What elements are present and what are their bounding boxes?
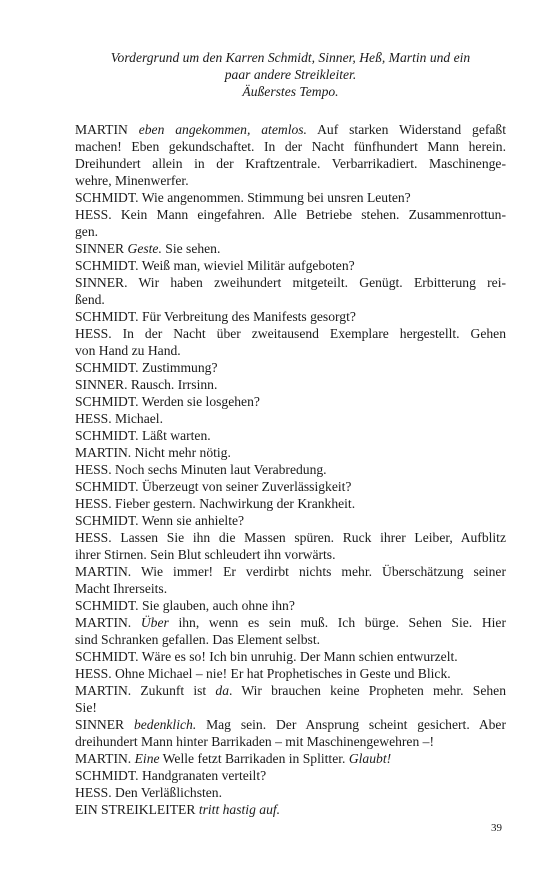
text-line [75,648,506,665]
speech-text: HESS. Lassen Sie ihn die Massen spüren. Ruck ihrer Leiber, Aufblitz [75,530,506,545]
text-line [75,478,506,495]
speech-paragraph [75,563,506,597]
speech-text: MARTIN. Nicht mehr nötig. [75,445,231,460]
speech-text: SCHMIDT. Überzeugt von seiner Zuverlässigkeit? [75,479,352,494]
text-line [75,665,506,682]
text-line [75,274,506,291]
stage-direction [75,49,506,100]
speech-text: SCHMIDT. Sie glauben, auch ohne ihn? [75,598,295,613]
speech-paragraph [75,257,506,274]
speech-text: HESS. Michael. [75,411,163,426]
speech-paragraph [75,121,506,189]
text-line [75,308,506,325]
speech-text: MARTIN. [75,615,141,630]
speech-text: SCHMIDT. Zustimmung? [75,360,218,375]
stage-direction-line: paar andere Streikleiter. [224,67,357,82]
stage-note: Glaubt! [348,751,392,766]
text-line [75,597,506,614]
page-body [75,49,506,818]
stage-note: tritt hastig auf. [198,802,281,817]
speech-paragraph [75,461,506,478]
speech-paragraph [75,767,506,784]
speech-text: Sie sehen. [161,241,221,256]
speech-paragraph [75,410,506,427]
stage-note: da [215,683,229,698]
speech-text: gen. [75,224,99,239]
speech-paragraph [75,376,506,393]
speech-paragraph [75,444,506,461]
text-line [75,716,506,733]
speech-text: dreihundert Mann hinter Barrikaden – mit Maschinengewehren –! [75,734,434,749]
text-line [75,495,506,512]
speech-paragraph [75,206,506,240]
text-line [75,257,506,274]
stage-note: eben angekommen, atemlos. [138,122,307,137]
text-line [75,784,506,801]
text-line [75,461,506,478]
page-number: 39 [491,822,502,834]
text-line [75,325,506,342]
speech-text: SINNER [75,717,134,732]
speech-text: MARTIN. Zukunft ist [75,683,216,698]
speech-paragraph [75,325,506,359]
speech-text: HESS. In der Nacht über zweitausend Exemplare hergestellt. Gehen [75,326,506,341]
stage-note: Eine [134,751,160,766]
text-line [75,427,506,444]
text-line [75,512,506,529]
text-line [75,767,506,784]
speech-text: SINNER [75,241,128,256]
text-line [75,138,506,155]
speech-text: sind Schranken gefallen. Das Element selbst. [75,632,320,647]
text-line [75,121,506,138]
speech-paragraph [75,682,506,716]
speech-text: Dreihundert allein in der Kraftzentrale. Verbarrikadiert. Maschinenge- [75,156,506,171]
text-line [75,444,506,461]
text-line [75,631,506,648]
speech-paragraph [75,784,506,801]
text-line [75,376,506,393]
speech-text: Welle fetzt Barrikaden in Splitter. [159,751,349,766]
speech-text: SINNER. Rausch. Irrsinn. [75,377,218,392]
speech-text: MARTIN [75,122,139,137]
speech-text: Sie! [75,700,97,715]
speech-text: wehre, Minenwerfer. [75,173,189,188]
text-line [75,189,506,206]
stage-direction-line: Äußerstes Tempo. [242,84,339,99]
dialogue-text [75,121,506,818]
speech-paragraph [75,750,506,767]
speech-text: HESS. Fieber gestern. Nachwirkung der Krankheit. [75,496,356,511]
speech-text: ßend. [75,292,105,307]
speech-paragraph [75,359,506,376]
text-line [75,563,506,580]
speech-paragraph [75,597,506,614]
text-line [75,172,506,189]
speech-paragraph [75,240,506,257]
text-line [75,223,506,240]
text-line [75,801,506,818]
speech-text: SCHMIDT. Werden sie losgehen? [75,394,260,409]
speech-paragraph [75,801,506,818]
text-line [75,699,506,716]
speech-paragraph [75,478,506,495]
speech-text: HESS. Noch sechs Minuten laut Verabredung. [75,462,327,477]
speech-paragraph [75,614,506,648]
text-line [75,240,506,257]
speech-text: Macht Ihrerseits. [75,581,168,596]
speech-paragraph [75,495,506,512]
text-line [75,206,506,223]
speech-text: EIN STREIKLEITER [75,802,199,817]
speech-paragraph [75,512,506,529]
text-line [75,359,506,376]
stage-note: bedenklich. [133,717,197,732]
speech-text: MARTIN. Wie immer! Er verdirbt nichts mehr. Überschätzung seiner [75,564,506,579]
speech-text: SCHMIDT. Wenn sie anhielte? [75,513,245,528]
text-line [75,342,506,359]
text-line [75,155,506,172]
text-line [75,291,506,308]
stage-direction-line: Vordergrund um den Karren Schmidt, Sinner, Heß, Martin und ein [110,50,471,65]
text-line [75,529,506,546]
speech-text: SCHMIDT. Wäre es so! Ich bin unruhig. Der Mann schien entwurzelt. [75,649,458,664]
speech-paragraph [75,427,506,444]
speech-text: SCHMIDT. Für Verbreitung des Manifests gesorgt? [75,309,356,324]
text-line [75,750,506,767]
speech-text: SCHMIDT. Handgranaten verteilt? [75,768,267,783]
text-line [75,580,506,597]
speech-text: SCHMIDT. Wie angenommen. Stimmung bei unsren Leuten? [75,190,411,205]
speech-paragraph [75,308,506,325]
speech-text: Mag sein. Der Ansprung scheint gesichert. Aber [196,717,506,732]
speech-paragraph [75,665,506,682]
speech-text: . Wir brauchen keine Propheten mehr. Sehen [228,683,506,698]
speech-text: Auf starken Widerstand gefaßt [306,122,506,137]
text-line [75,682,506,699]
speech-paragraph [75,716,506,750]
text-line [75,410,506,427]
text-line [75,733,506,750]
speech-paragraph [75,529,506,563]
speech-text: SCHMIDT. Läßt warten. [75,428,211,443]
text-line [75,546,506,563]
speech-paragraph [75,648,506,665]
speech-text: ihn, wenn es sein muß. Ich bürge. Sehen Sie. Hier [168,615,506,630]
speech-text: MARTIN. [75,751,135,766]
speech-paragraph [75,274,506,308]
speech-text: HESS. Den Verläßlichsten. [75,785,222,800]
speech-text: SCHMIDT. Weiß man, wieviel Militär aufgeboten? [75,258,355,273]
text-line [75,614,506,631]
stage-note: Geste. [127,241,162,256]
speech-text: SINNER. Wir haben zweihundert mitgeteilt. Genügt. Erbitterung rei- [75,275,506,290]
speech-text: von Hand zu Hand. [75,343,181,358]
text-line [75,393,506,410]
speech-text: HESS. Kein Mann eingefahren. Alle Betriebe stehen. Zusammenrottun- [75,207,506,222]
speech-text: ihrer Stirnen. Sein Blut schleudert ihn vorwärts. [75,547,336,562]
speech-paragraph [75,393,506,410]
stage-note: Über [140,615,169,630]
speech-text: HESS. Ohne Michael – nie! Er hat Prophetisches in Geste und Blick. [75,666,451,681]
speech-paragraph [75,189,506,206]
speech-text: machen! Eben gekundschaftet. In der Nacht fünfhundert Mann herein. [75,139,506,154]
